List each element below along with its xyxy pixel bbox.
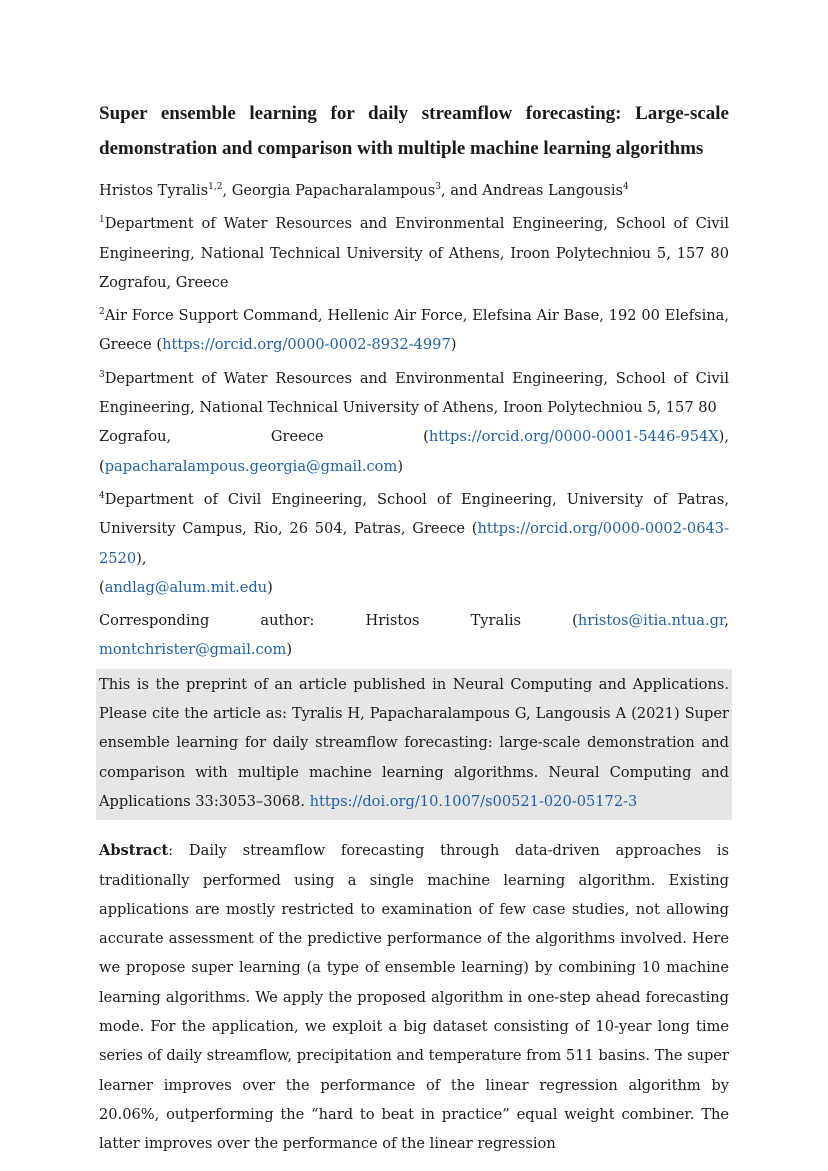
notice-text: This is the preprint of an article published in Neural Computing and Applications. Please cite the article as: Tyralis H, Papacharalampous G, Langousis A (2021) Super ensemble learning for daily streamflow forecasting: large-scale demonstration and comparison with multiple machine learning algorithms. Neural Computing and Applications 33:3053–3068.: [99, 675, 729, 810]
affiliation-4: [99, 485, 729, 602]
affiliation-email: (papacharalampous.georgia@gmail.com): [99, 457, 404, 475]
author-name: , and Andreas Langousis: [440, 182, 623, 199]
affiliation-3: [99, 364, 729, 481]
preprint-notice: [96, 669, 732, 820]
author-list: [99, 176, 729, 205]
affiliation-text: ),: [136, 549, 147, 567]
corresponding-separator: ,: [724, 612, 729, 630]
author-name: , Georgia Papacharalampous: [222, 182, 436, 199]
affiliation-sup: 4: [99, 491, 105, 502]
affiliation-text: Department of Water Resources and Environmental Engineering, School of Civil Engineering, National Technical University of Athens, Iroon Polytechniou 5, 157 80: [99, 369, 729, 417]
affiliation-2: [99, 301, 729, 360]
affiliation-text: Department of Water Resources and Environmental Engineering, School of Civil Engineering, National Technical University of Athens, Iroon Polytechniou 5, 157 80 Zografou, Greece: [99, 215, 729, 291]
author-name: Hristos Tyralis: [99, 182, 209, 199]
orcid-link[interactable]: https://orcid.org/0000-0001-5446-954X: [428, 428, 719, 446]
corresponding-label: Corresponding author: Hristos Tyralis (: [99, 612, 578, 630]
affiliation-1: [99, 209, 729, 297]
affiliation-text: Greece: [270, 428, 324, 446]
paper-page: [99, 96, 729, 1159]
author-affil-sup: 3: [435, 182, 441, 193]
affiliation-text: ): [450, 336, 457, 354]
author-affil-sup: 4: [623, 182, 629, 193]
email-link[interactable]: papacharalampous.georgia@gmail.com: [104, 457, 398, 475]
affiliation-text: Air Force Support Command, Hellenic Air Force, Elefsina Air Base, 192 00 Elefsina, Greece (: [99, 307, 729, 354]
corresponding-author: [99, 606, 729, 665]
email-link[interactable]: andlag@alum.mit.edu: [104, 578, 268, 596]
corresponding-close: ): [286, 641, 293, 659]
affiliation-text: Department of Civil Engineering, School of Engineering, University of Patras, University Campus, Rio, 26 504, Patras, Greece (: [99, 490, 729, 538]
affiliation-email: (andlag@alum.mit.edu): [99, 578, 273, 596]
affiliation-sup: 3: [99, 369, 105, 380]
orcid-link[interactable]: https://orcid.org/0000-0002-8932-4997: [162, 336, 451, 354]
affiliation-text: Zografou,: [99, 428, 172, 446]
abstract-text: : Daily streamflow forecasting through data-driven approaches is traditionally performed using a single machine learning algorithm. Existing applications are mostly restricted to examination of few case studies, not allowing accurate assessment of the predictive performance of the algorithms involved. Here we propose super learning (a type of ensemble learning) by combining 10 machine learning algorithms. We apply the proposed algorithm in one-step ahead forecasting mode. For the application, we exploit a big dataset consisting of 10-year long time series of daily streamflow, precipitation and temperature from 511 basins. The super learner improves over the performance of the linear regression algorithm by 20.06%, outperforming the “hard to beat in practice” equal weight combiner. The latter improves over the performance of the linear regression: [99, 842, 729, 1153]
affiliation-sup: 1: [99, 215, 105, 226]
paper-title: Super ensemble learning for daily streamflow forecasting: Large-scale demonstration and comparison with multiple machine learning algorithms: [99, 103, 729, 159]
email-link[interactable]: montchrister@gmail.com: [99, 641, 287, 659]
email-link[interactable]: hristos@itia.ntua.gr: [577, 612, 725, 630]
affiliation-orcid: (https://orcid.org/0000-0001-5446-954X),: [423, 428, 729, 446]
affiliation-sup: 2: [99, 307, 105, 318]
orcid-link[interactable]: https://orcid.org/0000-0002-0643-2520: [99, 520, 729, 567]
doi-link[interactable]: https://doi.org/10.1007/s00521-020-05172-3: [309, 792, 638, 810]
abstract-label: Abstract: [99, 842, 169, 860]
affiliation-3-line: [99, 422, 729, 451]
author-affil-sup: 1,2: [208, 182, 223, 193]
abstract: [99, 836, 729, 1158]
